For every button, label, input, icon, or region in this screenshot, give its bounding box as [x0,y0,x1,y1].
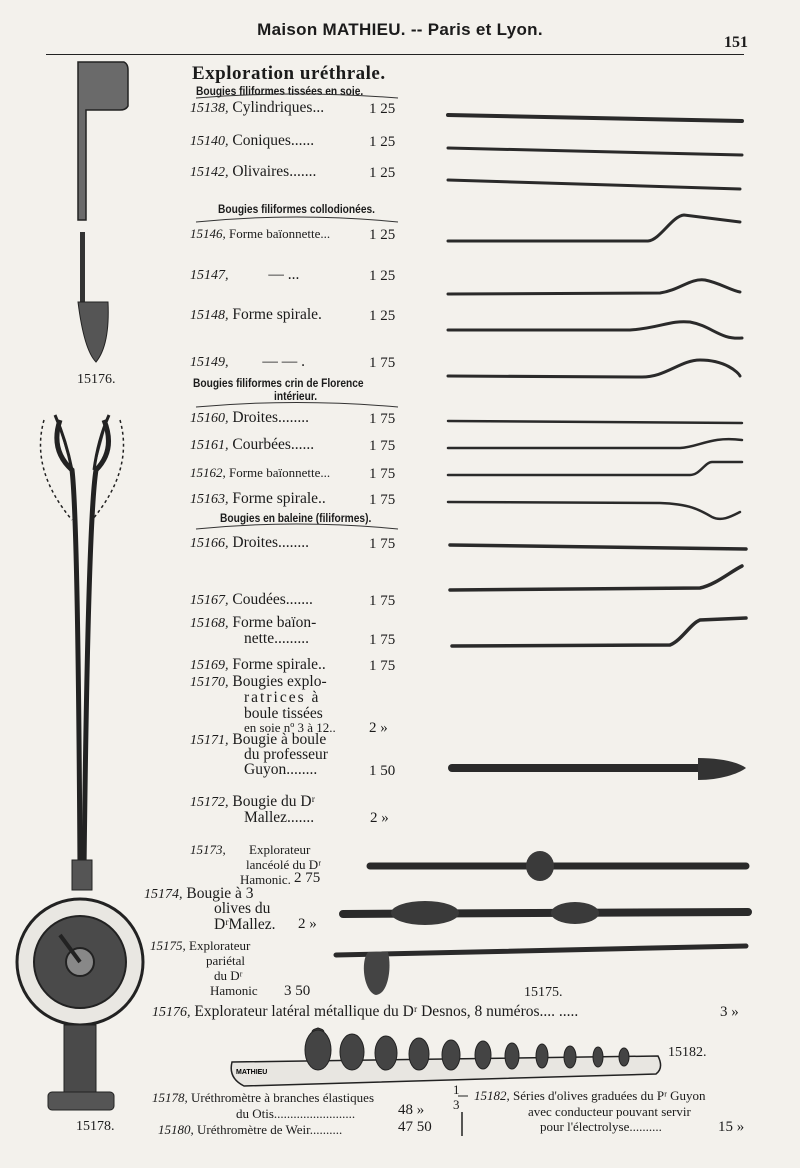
price-15174: 2 » [298,916,317,932]
bougie-cylindrical [448,115,742,121]
item-15168: 15168, Forme baïon- [190,614,317,631]
price-15173: 2 75 [294,870,321,886]
price-15175: 3 50 [284,983,311,999]
item-15147: 15147, — ... [190,266,300,283]
bougie-spiral-crin [448,502,740,519]
price-15182: 15 » [718,1119,745,1135]
bougie-spiral-2 [448,360,740,377]
bougie-bayonet-crin [448,462,742,475]
item-15176: 15176, Explorateur latéral métallique du Dʳ Desnos, 8 numéros.... ..... [152,1003,579,1020]
item-15170-line4: en soie nº 3 à 12.. [244,720,336,735]
item-15172-line2: Mallez....... [244,809,315,826]
item-15173-line3: Hamonic. [240,872,291,887]
price-15171: 1 50 [369,763,396,779]
price-15178: 48 » [398,1102,425,1118]
price-15161: 1 75 [369,438,396,454]
item-15175: 15175, Explorateur [150,938,251,953]
subheading-collodion: Bougies filiformes collodionées. [218,202,375,216]
price-15140: 1 25 [369,134,396,150]
subheading-florence: Bougies filiformes crin de Florence [193,376,364,390]
urethrometre-otis-15178 [17,415,143,1110]
fraction-numerator: 1 [453,1082,460,1097]
item-15171-line2: du professeur [244,746,328,763]
price-15169: 1 75 [369,658,396,674]
price-15172: 2 » [370,810,389,826]
item-15163: 15163, Forme spirale.. [190,490,326,507]
olive-series-guyon-15182 [231,1028,660,1086]
parietal-bulb [364,952,390,995]
item-15149: 15149, — — . [190,353,305,370]
subheading-florence-2: intérieur. [274,389,318,403]
item-15140: 15140, Coniques...... [190,132,315,149]
page-header: Maison MATHIEU. -- Paris et Lyon. [257,20,543,39]
item-15142: 15142, Olivaires....... [190,163,317,180]
olive-guyon [698,758,746,780]
olive-1 [391,901,459,925]
item-15174-line2: olives du [214,900,271,917]
bougie-baleine-bayonet [452,618,746,646]
figure-label-15178: 15178. [76,1119,115,1134]
fraction-denominator: 3 [453,1097,460,1112]
price-15149: 1 75 [369,355,396,371]
subheading-baleine: Bougies en baleine (filiformes). [220,511,372,525]
item-15174-line3: DʳMallez. [214,916,276,933]
item-15174: 15174, Bougie à 3 [144,885,254,902]
item-15138: 15138, Cylindriques... [190,99,325,116]
item-15175-line2: pariétal [206,953,245,968]
bougie-curved-crin [448,439,742,448]
bougie-bayonet-1 [448,215,740,241]
price-15138: 1 25 [369,101,396,117]
bougie-conical [448,148,742,155]
item-15170-line3: boule tissées [244,705,323,722]
page-number: 151 [724,34,748,51]
item-15173-line2: lancéolé du Dʳ [246,857,322,872]
section-title: Exploration uréthrale. [192,63,386,84]
price-15166: 1 75 [369,536,396,552]
olive-2 [551,902,599,924]
subheading-silk: Bougies filiformes tissées en soie. [196,84,364,98]
item-15170-line2: ratrices à [244,689,321,706]
price-15148: 1 25 [369,308,396,324]
item-15167: 15167, Coudées....... [190,591,313,608]
bougie-straight-crin [448,421,742,423]
price-15146: 1 25 [369,227,396,243]
figure-label-15176: 15176. [77,372,116,387]
price-15167: 1 75 [369,593,396,609]
item-15182-line2: avec conducteur pouvant servir [528,1104,691,1119]
item-15175-line3: du Dʳ [214,968,243,983]
item-15175-line4: Hamonic [210,983,258,998]
bougie-baleine-straight [450,545,746,549]
figure-label-15182: 15182. [668,1045,707,1060]
item-15178-line2: du Otis......................... [236,1106,356,1121]
olive-mallez [526,851,554,881]
price-15180: 47 50 [398,1119,432,1135]
item-15182: 15182, Séries d'olives graduées du Pʳ Guyon [474,1088,706,1103]
item-15169: 15169, Forme spirale.. [190,656,326,673]
item-15148: 15148, Forme spirale. [190,306,322,323]
explorateur-parietal-stem [336,946,746,955]
item-15173: 15173, Explorateur [190,842,311,857]
item-15171: 15171, Bougie à boule [190,731,327,748]
explorateur-lateral-15176 [78,62,128,362]
item-15178: 15178, Uréthromètre à branches élastiques [152,1090,375,1105]
bougie-baleine-coudee [450,566,742,590]
item-15171-line3: Guyon........ [244,761,318,778]
item-15172: 15172, Bougie du Dʳ [190,793,315,810]
item-15166: 15166, Droites........ [190,534,310,551]
instrument-mark: MATHIEU [236,1069,268,1076]
item-15182-line3: pour l'électrolyse.......... [540,1119,662,1134]
price-15162: 1 75 [369,466,396,482]
item-15180: 15180, Uréthromètre de Weir.......... [158,1122,343,1137]
item-15161: 15161, Courbées...... [190,436,315,453]
price-15147: 1 25 [369,268,396,284]
item-15168-line2: nette......... [244,630,309,647]
bougie-spiral-1 [448,322,742,339]
item-15170: 15170, Bougies explo- [190,673,327,690]
bougie-bayonet-2 [448,280,740,294]
price-15176: 3 » [720,1004,739,1020]
price-15142: 1 25 [369,165,396,181]
item-15162: 15162, Forme baïonnette... [190,465,331,480]
figure-label-15175: 15175. [524,985,563,1000]
price-15168: 1 75 [369,632,396,648]
price-15163: 1 75 [369,492,396,508]
price-15170: 2 » [369,720,388,736]
item-15160: 15160, Droites........ [190,409,310,426]
bougie-olivary [448,180,740,189]
price-15160: 1 75 [369,411,396,427]
item-15146: 15146, Forme baïonnette... [190,226,331,241]
